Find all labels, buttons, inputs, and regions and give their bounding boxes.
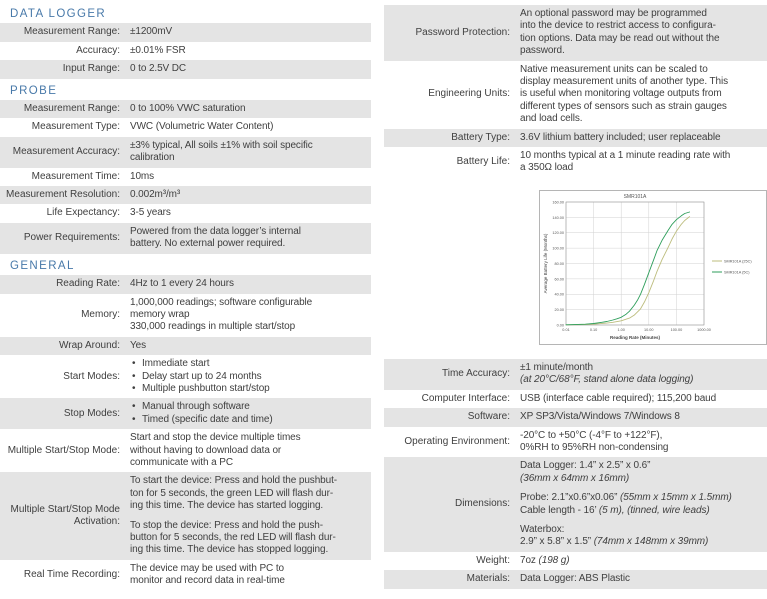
spec-label: Multiple Start/Stop Mode: <box>7 444 120 456</box>
spec-value-line: 4Hz to 1 every 24 hours <box>130 278 234 290</box>
spec-value-line: 10 months typical at a 1 minute reading rate with <box>520 150 731 162</box>
spec-value-line <box>520 555 767 567</box>
spec-label: Engineering Units: <box>428 88 510 100</box>
spec-label: Time Accuracy: <box>442 368 510 380</box>
svg-text:SMR101A (25C): SMR101A (25C) <box>724 259 752 264</box>
svg-text:10.00: 10.00 <box>644 327 654 332</box>
spec-value-line: battery. No external power required. <box>130 238 286 250</box>
spec-value-line: 0 to 2.5V DC <box>130 63 187 75</box>
spec-value-line: calibration <box>130 152 175 164</box>
spec-label: Measurement Type: <box>31 121 120 133</box>
svg-text:0.00: 0.00 <box>556 323 564 328</box>
spec-value <box>130 358 371 395</box>
spec-value-line: memory wrap <box>130 308 190 320</box>
spec-value-line: and load cells. <box>520 113 583 125</box>
spec-value-paragraph <box>130 26 371 38</box>
spec-value-line: 330,000 readings in multiple start/stop <box>130 321 296 333</box>
spec-label: Life Expectancy: <box>46 207 120 219</box>
spec-label: Measurement Time: <box>31 170 120 182</box>
spec-value-line: ing this time. The device has started logging. <box>130 500 324 512</box>
spec-value-line: USB (interface cable required); 115,200 baud <box>520 392 717 404</box>
spec-value <box>520 460 767 548</box>
svg-text:SMR101A: SMR101A <box>623 193 647 200</box>
spec-value-line: An optional password may be programmed <box>520 8 707 19</box>
spec-value <box>130 226 371 251</box>
spec-value-line: Start and stop the device multiple times <box>130 432 301 444</box>
spec-value-line <box>520 492 767 504</box>
spec-value-paragraph <box>520 411 767 423</box>
spec-row <box>0 168 371 186</box>
spec-value-line: 3-5 years <box>130 207 171 219</box>
svg-text:140.00: 140.00 <box>552 215 564 220</box>
spec-value-line: The device may be used with PC to <box>130 562 285 574</box>
spec-value <box>520 150 767 175</box>
spec-value-line <box>520 374 767 386</box>
italic-text: (55mm x 15mm x 1.5mm) <box>619 492 732 504</box>
spec-value <box>520 8 767 58</box>
spec-label: Accuracy: <box>76 44 120 56</box>
spec-value-line: 1,000,000 readings; software configurable <box>130 296 313 308</box>
section-heading: GENERAL <box>10 259 75 272</box>
svg-text:Reading Rate (Minutes): Reading Rate (Minutes) <box>609 334 661 340</box>
spec-row <box>0 23 371 41</box>
spec-value <box>520 132 767 144</box>
spec-value-line: 3.6V lithium battery included; user replaceable <box>520 131 721 143</box>
spec-value <box>520 555 767 567</box>
spec-value-line: To stop the device: Press and hold the push- <box>130 519 323 531</box>
spec-value-line: Data Logger: 1.4” x 2.5” x 0.6” <box>520 460 651 472</box>
spec-row <box>384 129 767 147</box>
spec-row <box>384 359 767 390</box>
spec-value <box>130 121 371 133</box>
svg-text:120.00: 120.00 <box>552 231 564 236</box>
spec-value-paragraph <box>130 475 371 512</box>
spec-value-paragraph <box>130 45 371 57</box>
spec-value-line: ton for 5 seconds, the green LED will flash dur- <box>130 487 334 499</box>
spec-value-paragraph <box>520 430 767 455</box>
spec-value-line: without having to download data or <box>130 444 282 456</box>
spec-value-line <box>520 536 767 548</box>
spec-row <box>384 552 767 570</box>
spec-value <box>520 573 767 585</box>
spec-value-paragraph <box>520 150 767 175</box>
spec-label: Input Range: <box>62 63 120 75</box>
spec-value-paragraph <box>520 492 767 517</box>
spec-value <box>130 171 371 183</box>
spec-row <box>0 137 371 168</box>
spec-row <box>0 60 371 78</box>
spec-value <box>130 401 371 426</box>
italic-text: (198 g) <box>538 554 570 566</box>
spec-value-line: into the device to restrict access to configura- <box>520 20 716 32</box>
svg-text:0.10: 0.10 <box>589 327 598 332</box>
italic-text: (74mm x 148mm x 39mm) <box>593 536 709 548</box>
spec-label: Dimensions: <box>454 498 510 510</box>
text: 2.9” x 5.8” x 1.5” <box>520 536 594 548</box>
spec-value-paragraph <box>520 460 767 485</box>
spec-value-line: communicate with a PC <box>130 456 233 468</box>
spec-value-paragraph <box>130 140 371 165</box>
svg-text:1000.00: 1000.00 <box>697 327 711 332</box>
spec-value-paragraph <box>520 393 767 405</box>
spec-row <box>384 5 767 61</box>
spec-value <box>130 140 371 165</box>
bullet-item: • Immediate start <box>130 358 371 370</box>
spec-row <box>384 408 767 426</box>
spec-value-paragraph <box>130 121 371 133</box>
svg-text:100.00: 100.00 <box>670 327 683 332</box>
spec-value-line: 0 to 100% VWC saturation <box>130 103 246 115</box>
spec-label: Stop Modes: <box>63 407 120 419</box>
text: Probe: 2.1”x0.6”x0.06” <box>520 492 620 504</box>
spec-value-line: 0%RH to 95%RH non-condensing <box>520 441 669 453</box>
svg-text:0.01: 0.01 <box>562 327 570 332</box>
spec-value-line: Powered from the data logger’s internal <box>130 225 301 237</box>
spec-value-line: ±1 minute/month <box>520 361 593 373</box>
spec-value-paragraph <box>130 340 371 352</box>
spec-label: Measurement Range: <box>23 26 120 38</box>
spec-value-paragraph <box>130 278 371 290</box>
spec-label: Password Protection: <box>415 26 510 38</box>
spec-row <box>0 355 371 398</box>
spec-value-paragraph <box>520 132 767 144</box>
spec-value-line: ing this time. The device has stopped logging. <box>130 544 329 556</box>
spec-row <box>384 427 767 458</box>
spec-label: Multiple Start/Stop Mode Activation: <box>10 503 120 528</box>
spec-value-paragraph <box>130 432 371 469</box>
spec-value <box>130 297 371 334</box>
spec-value-line: ±3% typical, All soils ±1% with soil specific <box>130 139 313 151</box>
spec-label: Power Requirements: <box>23 232 120 244</box>
spec-value <box>520 411 767 423</box>
spec-label: Software: <box>467 411 510 423</box>
spec-value <box>130 278 371 290</box>
spec-value-paragraph <box>130 358 371 395</box>
spec-row <box>0 337 371 355</box>
spec-value <box>520 64 767 126</box>
spec-value-paragraph <box>130 401 371 426</box>
spec-label: Memory: <box>81 308 120 320</box>
italic-text: (at 20°C/68°F, stand alone data logging) <box>520 374 694 386</box>
battery-life-chart <box>539 190 767 345</box>
spec-value <box>130 475 371 556</box>
spec-value-line: 10ms <box>130 170 155 182</box>
spec-row <box>384 61 767 129</box>
spec-row <box>0 560 371 591</box>
spec-value-line: different types of sensors such as strain gauges <box>520 100 727 112</box>
svg-text:160.00: 160.00 <box>552 200 564 205</box>
spec-value-paragraph <box>520 64 767 126</box>
spec-row <box>0 118 371 136</box>
bullet-item: • Timed (specific date and time) <box>130 414 371 426</box>
spec-value-paragraph <box>520 362 767 387</box>
italic-text: (36mm x 64mm x 16mm) <box>520 472 630 484</box>
spec-value <box>520 393 767 405</box>
spec-value <box>130 26 371 38</box>
spec-label: Measurement Range: <box>23 103 120 115</box>
spec-row <box>0 275 371 293</box>
spec-row <box>0 472 371 559</box>
spec-label: Weight: <box>476 554 510 566</box>
spec-value <box>130 45 371 57</box>
spec-column-right <box>384 0 767 589</box>
spec-value-line <box>520 473 767 485</box>
battery-life-chart-svg <box>540 191 766 344</box>
spec-row <box>384 457 767 551</box>
spec-row <box>384 147 767 178</box>
spec-label: Measurement Resolution: <box>6 189 120 201</box>
spec-column-left <box>0 0 371 591</box>
spec-value <box>130 189 371 201</box>
spec-value-line: tion options. Data may be read out without the <box>520 32 720 44</box>
spec-value-line: monitor and record data in real-time <box>130 575 285 587</box>
spec-label: Materials: <box>466 573 510 585</box>
svg-text:20.00: 20.00 <box>554 307 564 312</box>
bullet-item: • Delay start up to 24 months <box>130 371 371 383</box>
spec-value <box>130 432 371 469</box>
spec-row <box>0 294 371 337</box>
spec-row <box>0 186 371 204</box>
spec-value-paragraph <box>520 524 767 549</box>
svg-text:1.00: 1.00 <box>617 327 625 332</box>
spec-value <box>130 563 371 588</box>
svg-text:40.00: 40.00 <box>554 292 564 297</box>
spec-label: Real Time Recording: <box>23 569 120 581</box>
spec-value <box>130 207 371 219</box>
spec-value-line: password. <box>520 45 565 57</box>
spec-value-line <box>520 505 767 517</box>
spec-value-paragraph <box>520 573 767 585</box>
spec-value-line: ±1200mV <box>130 26 173 38</box>
svg-text:100.00: 100.00 <box>552 246 564 251</box>
spec-row <box>0 204 371 222</box>
svg-text:60.00: 60.00 <box>554 277 564 282</box>
spec-value-paragraph <box>130 207 371 219</box>
spec-value-paragraph <box>130 171 371 183</box>
spec-value <box>130 340 371 352</box>
italic-text: (5 m), (tinned, wire leads) <box>598 504 710 516</box>
spec-label: Measurement Accuracy: <box>12 146 120 158</box>
spec-value-line: 0.002m³/m³ <box>130 189 181 201</box>
spec-value-line: display measurement units of another type. This <box>520 76 729 88</box>
spec-value-line: Native measurement units can be scaled to <box>520 63 708 75</box>
spec-row <box>0 100 371 118</box>
spec-value-paragraph <box>130 103 371 115</box>
text: Cable length - 16’ <box>520 504 599 516</box>
spec-row <box>384 570 767 588</box>
spec-value-paragraph <box>130 563 371 588</box>
spec-row <box>384 390 767 408</box>
spec-value-paragraph <box>520 555 767 567</box>
spec-value-line: a 350Ω load <box>520 162 574 174</box>
spec-value-line: is useful when monitoring voltage outputs from <box>520 88 722 100</box>
spec-value-paragraph <box>130 226 371 251</box>
section-heading: DATA LOGGER <box>10 8 107 20</box>
bullet-item: • Multiple pushbutton start/stop <box>130 383 371 395</box>
spec-value-line: XP SP3/Vista/Windows 7/Windows 8 <box>520 411 680 423</box>
spec-row <box>0 398 371 429</box>
spec-row <box>0 429 371 472</box>
text: 7oz <box>520 554 539 566</box>
spec-value-paragraph <box>130 63 371 75</box>
spec-label: Wrap Around: <box>59 339 120 351</box>
spec-value <box>130 63 371 75</box>
spec-value-line: To start the device: Press and hold the pushbut- <box>130 475 337 487</box>
spec-value-paragraph <box>130 297 371 334</box>
spec-label: Start Modes: <box>63 370 120 382</box>
svg-text:SMR101A (5C): SMR101A (5C) <box>724 270 750 275</box>
svg-text:80.00: 80.00 <box>554 261 564 266</box>
bullet-item: • Manual through software <box>130 401 371 413</box>
spec-value <box>130 103 371 115</box>
spec-value-paragraph <box>130 189 371 201</box>
spec-label: Computer Interface: <box>421 392 510 404</box>
spec-value-line: -20°C to +50°C (-4°F to +122°F), <box>520 429 663 441</box>
spec-value-paragraph <box>130 520 371 557</box>
spec-value-line: Yes <box>130 339 147 351</box>
spec-value <box>520 362 767 387</box>
spec-value-line: Waterbox: <box>520 523 565 535</box>
spec-label: Battery Type: <box>451 131 510 143</box>
spec-value <box>520 430 767 455</box>
spec-value-line: Data Logger: ABS Plastic <box>520 573 630 585</box>
spec-label: Reading Rate: <box>56 278 120 290</box>
spec-value-line: ±0.01% FSR <box>130 44 186 56</box>
spec-label: Operating Environment: <box>404 435 510 447</box>
spec-label: Battery Life: <box>456 156 510 168</box>
spec-value-line: button for 5 seconds, the red LED will flash dur- <box>130 532 336 543</box>
section-heading: PROBE <box>10 84 58 97</box>
svg-text:Average Battery Life (Months): Average Battery Life (Months) <box>543 233 548 294</box>
spec-value-paragraph <box>520 8 767 58</box>
spec-row <box>0 42 371 60</box>
spec-value-line: VWC (Volumetric Water Content) <box>130 121 274 133</box>
spec-row <box>0 223 371 254</box>
